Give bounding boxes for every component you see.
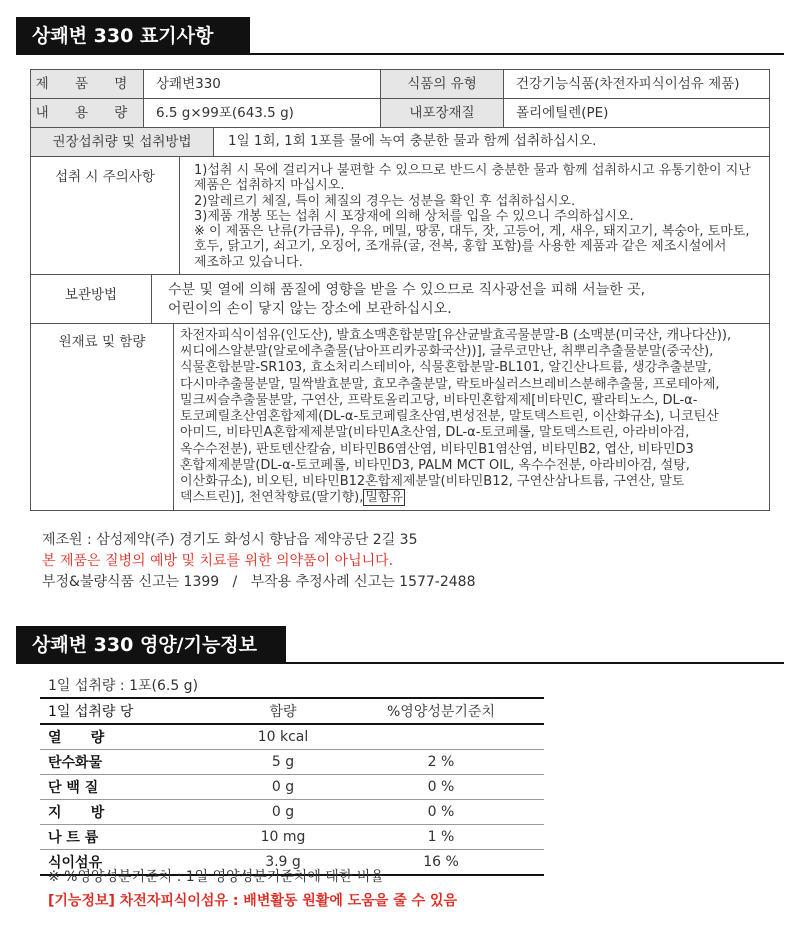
product-info-table bbox=[30, 69, 770, 511]
ingredients-text bbox=[174, 324, 769, 510]
caution-text bbox=[180, 157, 769, 274]
packaging-value: 폴리에틸렌(PE) bbox=[504, 99, 770, 128]
nutrition-amount: 0 g bbox=[228, 800, 338, 825]
storage-label: 보관방법 bbox=[64, 287, 118, 304]
caution-line: 1)섭취 시 목에 걸리거나 불편할 수 있으므로 반드시 충분한 물과 함께 섭취하시고 유통기한이 지난 bbox=[194, 163, 751, 178]
food-type-value: 건강기능식품(차전자피식이섬유 제품) bbox=[504, 70, 770, 99]
function-info: [기능정보] 차전자피식이섬유 : 배변활동 원활에 도움을 줄 수 있음 bbox=[48, 893, 458, 909]
ingredients-label: 원재료 및 함량 bbox=[58, 334, 146, 351]
nutrition-name: 식이섬유 bbox=[40, 850, 228, 876]
header-serving: 1일 섭취량 당 bbox=[40, 698, 228, 724]
ingredients-line: 다시마추출물분말, 밀싹발효분말, 효모추출분말, 락토바실러스브레비스분해추출물, 프로테아제, bbox=[180, 376, 720, 392]
ingredients-line-text: 덱스트린)], 천연착향료(딸기향), bbox=[180, 490, 364, 506]
caution-line: 제품은 섭취하지 마십시오. bbox=[194, 178, 345, 194]
footer-info bbox=[42, 530, 475, 593]
ingredients-line: 혼합제제분말(DL-α-토코페롤, 비타민D3, PALM MCT OIL, 옥수수전분, 아라비아검, 설탕, bbox=[180, 457, 690, 473]
nutrition-row bbox=[40, 750, 544, 775]
allergen-tag: 밀함유 bbox=[365, 490, 404, 506]
ingredients-line: 옥수수전분), 판토텐산칼슘, 비타민B6염산염, 비타민B1염산염, 비타민B2, 엽산, 비타민D3 bbox=[180, 441, 694, 457]
nutrition-dv: 16 % bbox=[338, 850, 544, 876]
nutrition-dv: 1 % bbox=[338, 825, 544, 850]
caution-line: 호두, 닭고기, 쇠고기, 오징어, 조개류(굴, 전복, 홍합 포함)를 사용한 제품과 같은 제조시설에서 bbox=[194, 239, 727, 255]
nutrition-table bbox=[40, 697, 544, 876]
nutrition-amount: 3.9 g bbox=[228, 850, 338, 876]
nutrition-dv: 0 % bbox=[338, 775, 544, 800]
header-dv: %영양성분기준치 bbox=[338, 698, 544, 724]
nutrition-name: 지 방 bbox=[40, 800, 228, 825]
ingredients-line: 토코페릴초산염혼합제제(DL-α-토코페릴초산염,변성전분, 말토덱스트린, 이산화규소), 니코틴산 bbox=[180, 409, 719, 425]
caution-line: 2)알레르기 체질, 특이 체질의 경우는 성분을 확인 후 섭취하십시오. bbox=[194, 193, 576, 209]
nutrition-amount: 0 g bbox=[228, 775, 338, 800]
header-amount: 함량 bbox=[228, 698, 338, 724]
section1-rule bbox=[16, 53, 784, 55]
manufacturer: 제조원 : 삼성제약(주) 경기도 화성시 향남읍 제약공단 2길 35 bbox=[42, 532, 418, 548]
dv-note: ※ %영양성분기준치 : 1일 영양성분기준치에 대한 비율 bbox=[48, 869, 384, 885]
product-name-value: 상쾌변330 bbox=[144, 70, 381, 99]
ingredients-line: 차전자피식이섬유(인도산), 발효소맥혼합분말[유산균발효곡물분말-B (소맥분(미국산, 캐나다산)), bbox=[180, 328, 732, 344]
disclaimer: 본 제품은 질병의 예방 및 치료를 위한 의약품이 아닙니다. bbox=[42, 553, 394, 569]
packaging-label: 내포장재질 bbox=[381, 99, 504, 128]
intake-label: 권장섭취량 및 섭취방법 bbox=[31, 128, 214, 156]
ingredients-line bbox=[180, 490, 759, 506]
report-info: 부정&불량식품 신고는 1399 / 부작용 추정사례 신고는 1577-2488 bbox=[42, 574, 476, 590]
content-value: 6.5 g×99포(643.5 g) bbox=[144, 99, 381, 128]
nutrition-name: 나 트 륨 bbox=[40, 825, 228, 850]
nutrition-row bbox=[40, 800, 544, 825]
nutrition-row bbox=[40, 724, 544, 750]
nutrition-name: 탄수화물 bbox=[40, 750, 228, 775]
caution-label: 섭취 시 주의사항 bbox=[55, 169, 155, 185]
nutrition-row bbox=[40, 825, 544, 850]
nutrition-row bbox=[40, 775, 544, 800]
ingredients-line: 식물혼합분말-SR103, 효소처리스테비아, 식물혼합분말-BL101, 알긴산나트륨, 생강추출분말, bbox=[180, 360, 712, 376]
product-name-label: 제 품 명 bbox=[31, 70, 144, 99]
caution-line: ※ 이 제품은 난류(가금류), 우유, 메밀, 땅콩, 대두, 잣, 고등어, 게, 새우, 돼지고기, 복숭아, 토마토, bbox=[194, 224, 750, 240]
content-label: 내 용 량 bbox=[31, 99, 144, 128]
section1-title: 상쾌변 330 표기사항 bbox=[16, 17, 250, 55]
nutrition-dv bbox=[338, 724, 544, 750]
storage-text bbox=[152, 275, 769, 323]
nutrition-amount: 10 mg bbox=[228, 825, 338, 850]
serving-size: 1일 섭취량 : 1포(6.5 g) bbox=[48, 678, 199, 694]
intake-value: 1일 1회, 1회 1포를 물에 녹여 충분한 물과 함께 섭취하십시오. bbox=[228, 133, 597, 149]
ingredients-line: 이산화규소), 비오틴, 비타민B12혼합제제분말(비타민B12, 구연산삼나트륨, 구연산, 말토 bbox=[180, 473, 685, 489]
section2-rule bbox=[16, 662, 784, 664]
section2-title: 상쾌변 330 영양/기능정보 bbox=[16, 626, 286, 664]
nutrition-dv: 0 % bbox=[338, 800, 544, 825]
storage-line: 수분 및 열에 의해 품질에 영향을 받을 수 있으므로 직사광선을 피해 서늘한 곳, bbox=[168, 282, 646, 299]
nutrition-amount: 5 g bbox=[228, 750, 338, 775]
nutrition-amount: 10 kcal bbox=[228, 724, 338, 750]
nutrition-name: 열 량 bbox=[40, 724, 228, 750]
ingredients-line: 씨디에스알분말(알로에추출물(남아프리카공화국산))], 글루코만난, 취뿌리추출물분말(중국산), bbox=[180, 344, 714, 360]
nutrition-header bbox=[40, 698, 544, 724]
nutrition-dv: 2 % bbox=[338, 750, 544, 775]
ingredients-line: 밀크씨슬추출물분말, 구연산, 프락토올리고당, 비타민혼합제제[비타민C, 팔라티노스, DL-α- bbox=[180, 392, 698, 408]
caution-line: 3)제품 개봉 또는 섭취 시 포장재에 의해 상처를 입을 수 있으니 주의하십시오. bbox=[194, 208, 634, 224]
caution-line: 제조하고 있습니다. bbox=[194, 254, 303, 270]
nutrition-name: 단 백 질 bbox=[40, 775, 228, 800]
storage-line: 어린이의 손이 닿지 않는 장소에 보관하십시오. bbox=[168, 301, 452, 318]
ingredients-line: 아미드, 비타민A혼합제제분말(비타민A초산염, DL-α-토코페롤, 말토덱스트린, 아라비아검, bbox=[180, 425, 690, 441]
food-type-label: 식품의 유형 bbox=[381, 70, 504, 99]
